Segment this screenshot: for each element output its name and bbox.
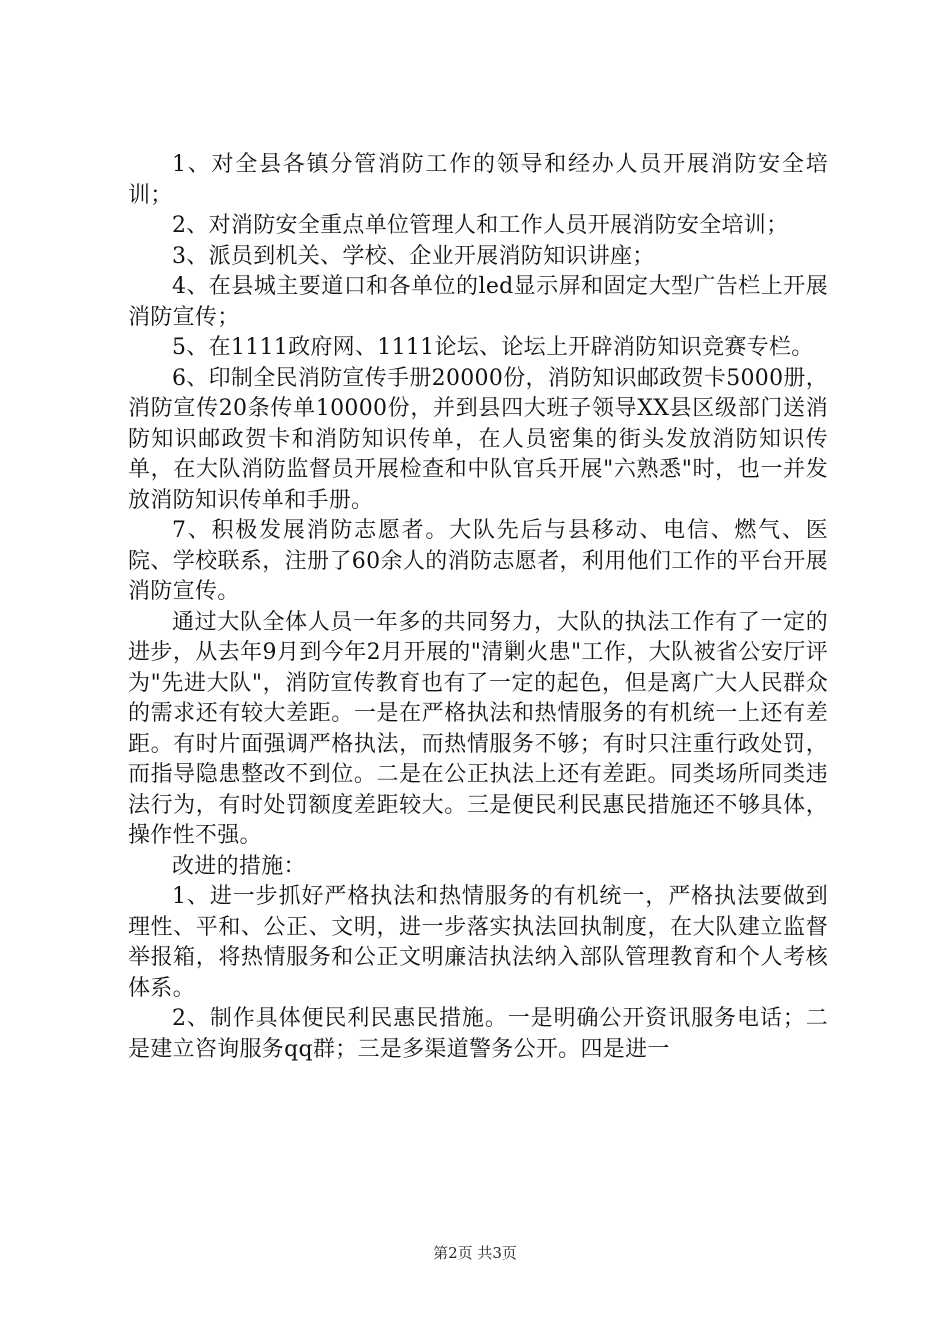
paragraph-item-4: 4、在县城主要道口和各单位的led显示屏和固定大型广告栏上开展消防宣传； xyxy=(128,274,828,330)
paragraph-item-7: 7、积极发展消防志愿者。大队先后与县移动、电信、燃气、医院、学校联系，注册了60余人的消防志愿者，利用他们工作的平台开展消防宣传。 xyxy=(128,518,828,604)
paragraph-summary: 通过大队全体人员一年多的共同努力，大队的执法工作有了一定的进步，从去年9月到今年2月开展的"清剿火患"工作，大队被省公安厅评为"先进大队"，消防宣传教育也有了一定的起色，但是离广大人民群众的需求还有较大差距。一是在严格执法和热情服务的有机统一上还有差距。有时片面强调严格执法，而热情服务不够；有时只注重行政处罚，而指导隐患整改不到位。二是在公正执法上还有差距。同类场所同类违法行为，有时处罚额度差距较大。三是便民利民惠民措施还不够具体，操作性不强。 xyxy=(128,609,828,848)
paragraph-item-1: 1、对全县各镇分管消防工作的领导和经办人员开展消防安全培训； xyxy=(128,152,828,208)
paragraph-item-3: 3、派员到机关、学校、企业开展消防知识讲座； xyxy=(172,243,655,269)
paragraph-item-2: 2、对消防安全重点单位管理人和工作人员开展消防安全培训； xyxy=(172,213,789,238)
paragraph-item-6: 6、印制全民消防宣传手册20000份，消防知识邮政贺卡5000册，消防宣传20条传单10000份，并到县四大班子领导XX县区级部门送消防知识邮政贺卡和消防知识传单，在人员密集的街头发放消防知识传单，在大队消防监督员开展检查和中队官兵开展"六熟悉"时，也一并发放消防知识传单和手册。 xyxy=(128,365,828,513)
paragraph-measure-1: 1、进一步抓好严格执法和热情服务的有机统一，严格执法要做到理性、平和、公正、文明，进一步落实执法回执制度，在大队建立监督举报箱，将热情服务和公正文明廉洁执法纳入部队管理教育和个人考核体系。 xyxy=(128,884,828,1001)
paragraph-item-5: 5、在1111政府网、1111论坛、论坛上开辟消防知识竞赛专栏。 xyxy=(172,335,814,360)
page-number-footer: 第2页 共3页 xyxy=(433,1244,517,1262)
paragraph-measure-2: 2、制作具体便民利民惠民措施。一是明确公开资讯服务电话；二是建立咨询服务qq群；三是多渠道警务公开。四是进一 xyxy=(128,1006,828,1062)
paragraph-heading-measures: 改进的措施： xyxy=(172,853,306,879)
document-body xyxy=(128,150,828,1065)
